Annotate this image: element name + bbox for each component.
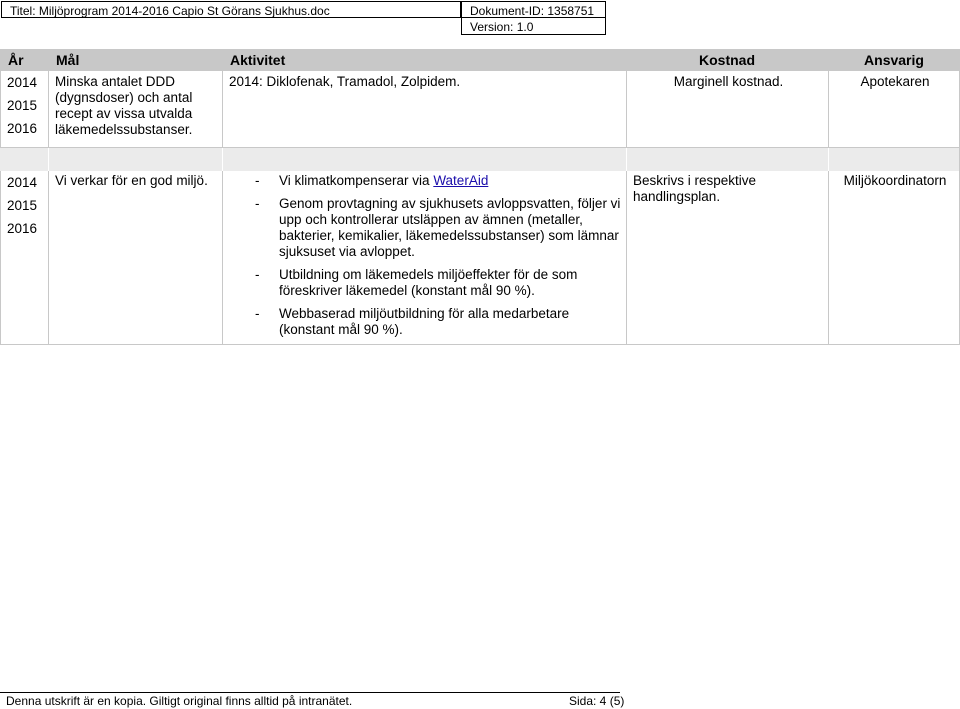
document-version: Version: 1.0	[461, 17, 606, 35]
table-header-row	[0, 49, 960, 71]
year-value: 2014	[7, 175, 38, 190]
document-header	[0, 0, 960, 38]
activity-text: Vi klimatkompenserar via	[279, 173, 434, 188]
environment-program-table	[0, 49, 960, 345]
cost-cell: Marginell kostnad.	[626, 71, 828, 147]
activity-text: Genom provtagning av sjukhusets avloppsvatten, följer vi upp och kontrollerar utsläppen av ämnen (metaller, bakterier, kemikalier, läkemedelssubstanser) som lämnar sjuksuset via avloppet.	[279, 196, 621, 259]
year-value: 2014	[7, 75, 38, 90]
footer-note: Denna utskrift är en kopia. Giltigt original finns alltid på intranätet.	[6, 694, 353, 708]
goal-cell: Minska antalet DDD (dygnsdoser) och antal recept av vissa utvalda läkemedelssubstanser.	[48, 71, 222, 147]
bullet-dash: -	[255, 196, 260, 211]
list-item	[229, 267, 622, 299]
column-header-cost: Kostnad	[699, 52, 755, 68]
table-row	[0, 71, 960, 148]
column-header-activity: Aktivitet	[230, 52, 286, 68]
spacer-cell	[222, 148, 626, 171]
activity-text: Utbildning om läkemedels miljöeffekter för de som föreskriver läkemedel (konstant mål 90 %).	[279, 267, 578, 298]
year-value: 2015	[7, 198, 38, 213]
bullet-dash: -	[255, 306, 260, 321]
spacer-cell	[48, 148, 222, 171]
page-number: Sida: 4 (5)	[569, 694, 625, 708]
list-item	[229, 173, 622, 189]
bullet-dash: -	[255, 173, 260, 188]
wateraid-link[interactable]: WaterAid	[433, 173, 489, 188]
list-item	[229, 196, 622, 260]
year-cell	[0, 71, 48, 147]
activity-text: Webbaserad miljöutbildning för alla medarbetare (konstant mål 90 %).	[279, 306, 570, 337]
spacer-cell	[828, 148, 960, 171]
year-value: 2016	[7, 221, 38, 236]
spacer-cell	[0, 148, 48, 171]
bullet-dash: -	[255, 267, 260, 282]
responsible-cell: Apotekaren	[828, 71, 960, 147]
cost-cell: Beskrivs i respektive handlingsplan.	[626, 171, 828, 344]
footer-rule	[0, 692, 620, 693]
activity-cell	[222, 171, 626, 344]
activity-list	[229, 173, 622, 338]
responsible-cell: Miljökoordinatorn	[828, 171, 960, 344]
document-title: Titel: Miljöprogram 2014-2016 Capio St Görans Sjukhus.doc	[1, 1, 461, 18]
page-footer	[0, 694, 960, 709]
year-cell	[0, 171, 48, 344]
year-value: 2015	[7, 98, 38, 113]
document-id: Dokument-ID: 1358751	[461, 1, 606, 18]
activity-cell: 2014: Diklofenak, Tramadol, Zolpidem.	[222, 71, 626, 147]
column-header-responsible: Ansvarig	[864, 52, 924, 68]
column-header-goal: Mål	[56, 52, 80, 68]
year-value: 2016	[7, 121, 38, 136]
goal-cell: Vi verkar för en god miljö.	[48, 171, 222, 344]
list-item	[229, 306, 622, 338]
spacer-cell	[626, 148, 828, 171]
table-row	[0, 171, 960, 345]
table-spacer-row	[0, 148, 960, 171]
column-header-year: År	[8, 52, 24, 68]
